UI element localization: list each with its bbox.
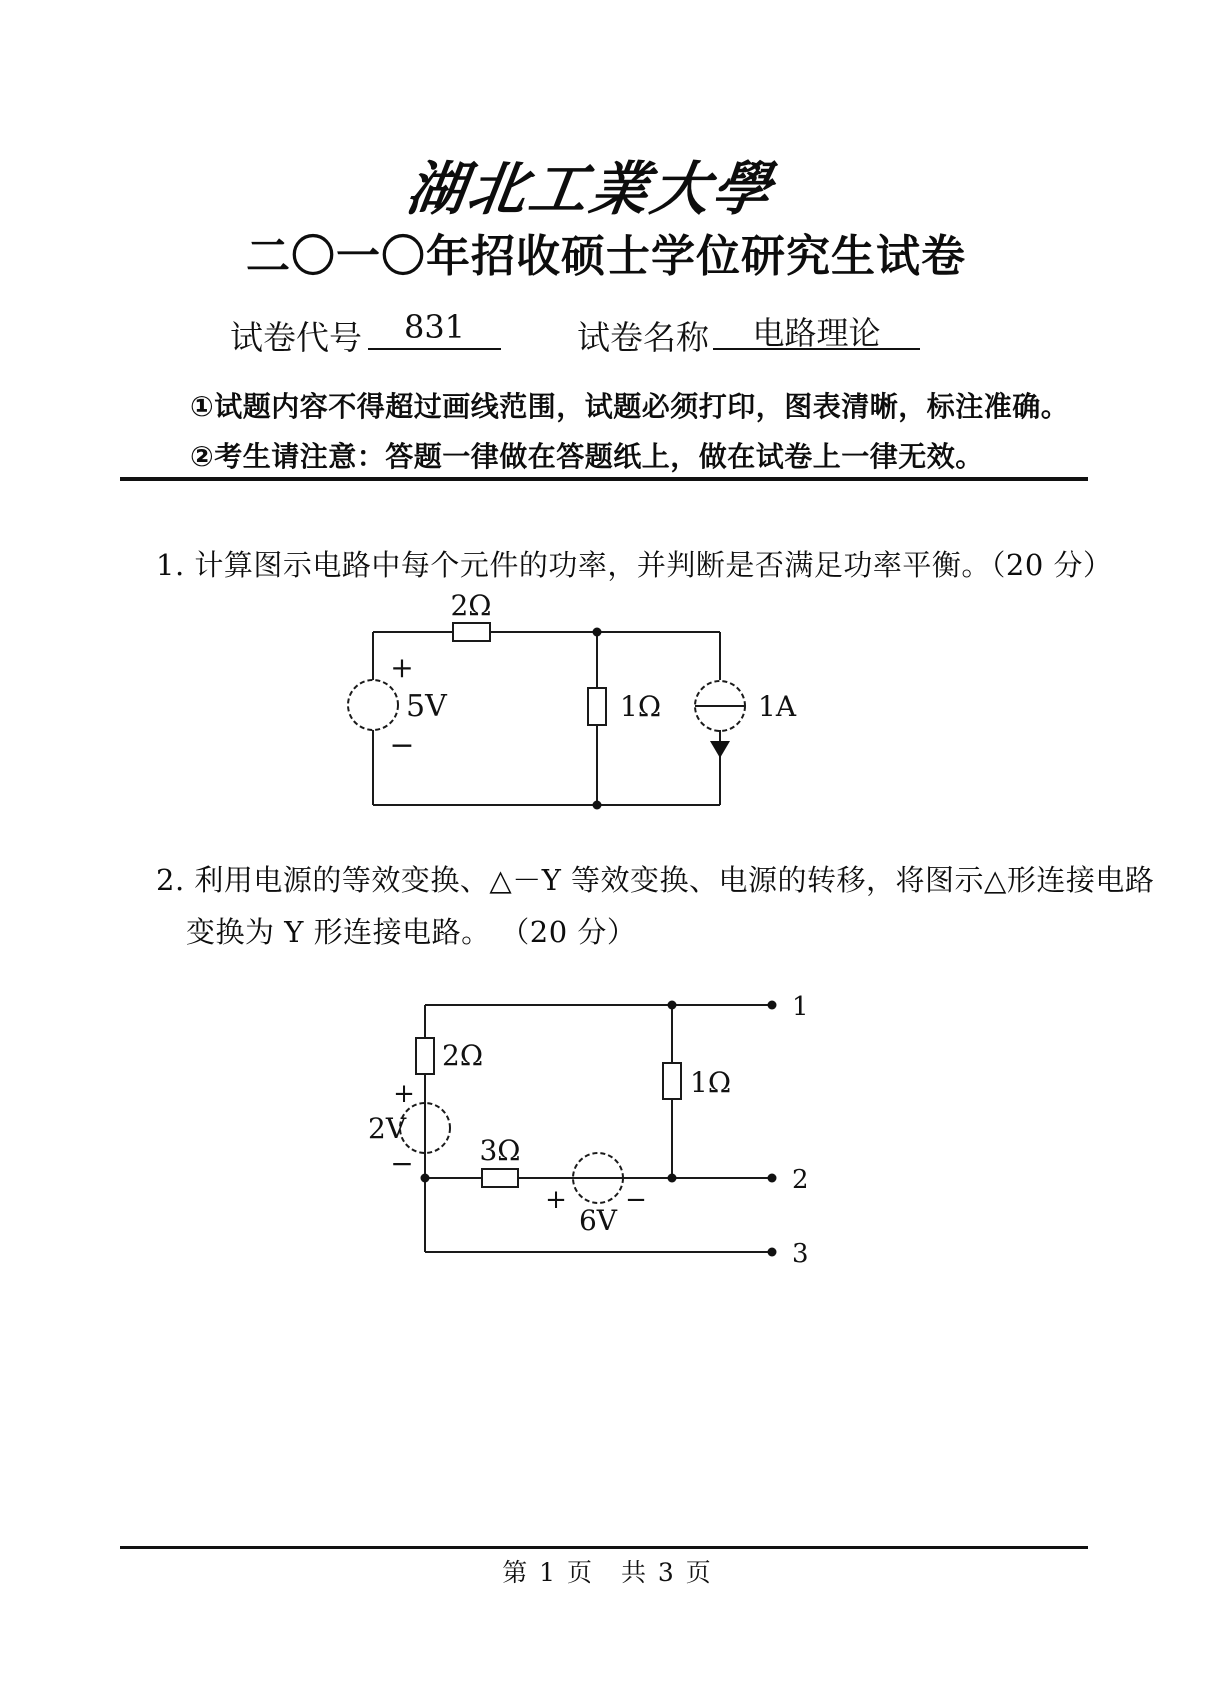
university-logo: 湖北工業大學 [402,155,779,223]
paper-code-label: 试卷代号 [230,318,362,357]
c2-terminal-2-label: 2 [792,1165,809,1195]
circuit-1-diagram [340,575,810,825]
c1-vsource-plus: + [390,651,414,684]
c1-resistor-2ohm-label: 2Ω [450,589,492,622]
question-2-text-line2: 变换为 Y 形连接电路。 （20 分） [186,915,637,949]
instruction-note-1: ①试题内容不得超过画线范围，试题必须打印，图表清晰，标注准确。 [190,391,1070,422]
c1-current-arrow-icon [710,741,730,758]
c2-vsource-6v-minus: − [625,1185,647,1215]
c2-terminal-dot-2 [768,1174,777,1183]
page-title: 二〇一〇年招收硕士学位研究生试卷 [246,231,966,282]
c1-vsource-label: 5V [406,689,447,724]
c1-junction-dot-bottom [593,801,602,810]
page-number: 第 1 页 共 3 页 [502,1558,713,1587]
c2-resistor-2ohm-icon [416,1038,434,1074]
question-1-text: 1. 计算图示电路中每个元件的功率，并判断是否满足功率平衡。（20 分） [156,548,1113,582]
c2-resistor-1ohm-label: 1Ω [690,1066,732,1099]
footer-divider [120,1546,1088,1549]
c2-junction-dot-mid [668,1174,677,1183]
instruction-note-2: ②考生请注意：答题一律做在答题纸上，做在试卷上一律无效。 [190,441,984,472]
c2-terminal-3-label: 3 [792,1239,809,1269]
c2-vsource-2v-label: 2V [368,1112,407,1145]
c2-resistor-1ohm-icon [663,1063,681,1099]
c2-junction-dot-left [421,1174,430,1183]
c2-resistor-3ohm-icon [482,1169,518,1187]
c1-resistor-1ohm-icon [588,688,606,725]
c2-vsource-6v-label: 6V [578,1204,618,1237]
c2-vsource-2v-plus: + [393,1079,415,1109]
c2-resistor-2ohm-label: 2Ω [442,1039,484,1072]
c2-resistor-3ohm-label: 3Ω [479,1134,521,1167]
c1-junction-dot-top [593,628,602,637]
question-2-text-line1: 2. 利用电源的等效变换、△－Y 等效变换、电源的转移，将图示△形连接电路 [156,863,1155,897]
c1-voltage-source-icon [348,680,398,730]
circuit-2-diagram [340,930,840,1280]
c1-resistor-2ohm-icon [453,623,490,641]
header-divider [120,477,1088,481]
paper-name-value: 电路理论 [713,308,920,350]
paper-code-value: 831 [368,308,501,350]
c2-junction-dot-top [668,1001,677,1010]
paper-name-label: 试卷名称 [577,318,709,357]
c2-terminal-dot-3 [768,1248,777,1257]
c2-terminal-dot-1 [768,1001,777,1010]
c1-isource-label: 1A [758,690,797,723]
c2-vsource-2v-minus: − [390,1147,414,1180]
c2-terminal-1-label: 1 [792,992,809,1022]
c1-vsource-minus: − [389,728,415,763]
c2-vsource-6v-plus: + [545,1185,567,1215]
c1-resistor-1ohm-label: 1Ω [620,690,662,723]
